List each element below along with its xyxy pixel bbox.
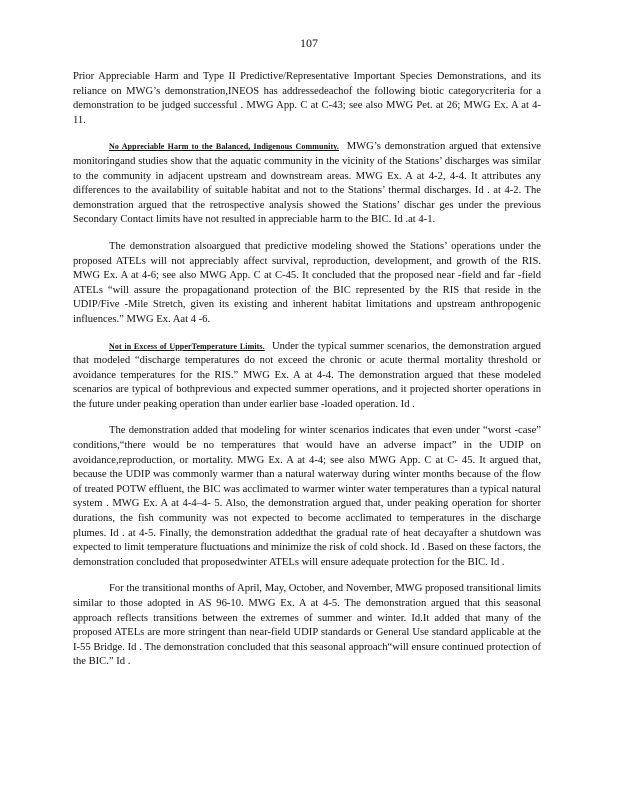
paragraph-3 <box>73 240 541 328</box>
section-heading: No Appreciable Harm to the Balanced, Indigenous Community. <box>109 142 339 152</box>
paragraph-text: For the transitional months of April, May, October, and November, MWG proposed transitional limits similar to those adopted in AS 96-10. MWG Ex. A at 4-5. The demonstration argued that this seasonal approach reflects transitions between the extremes of summer and winter. Id.It added that many of the proposed ATELs are more stringent than near-field UDIP standards or General Use standard applicable at the I-55 Bridge. Id . The demonstration concluded that this seasonal approach“will ensure continued protection of the BIC.” Id . <box>73 583 541 668</box>
paragraph-6 <box>73 582 541 670</box>
paragraph-text: Prior Appreciable Harm and Type II Predictive/Representative Important Species Demonstrations, and its reliance on MWG’s demonstration,INEOS has addressedeachof the following biotic categorycriteria for a demonstration to be judged successful . MWG App. C at C-43; see also MWG Pet. at 26; MWG Ex. A at 4- 11. <box>73 71 541 126</box>
paragraph-text: Under the typical summer scenarios, the demonstration argued that modeled “discharge temperatures do not exceed the chronic or acute thermal mortality threshold or avoidance temperatures for the RIS.” MWG Ex. A at 4-4. The demonstration argued that these modeled scenarios are typical of bothprevious and expected summer operations, and it projected shorter operations in the future under peaking operation than under earlier base -loaded operation. Id . <box>73 340 541 410</box>
paragraph-text: The demonstration alsoargued that predictive modeling showed the Stations’ operations under the proposed ATELs will not appreciably affect survival, reproduction, development, and growth of the RIS. MWG Ex. A at 4-6; see also MWG App. C at C-45. It concluded that the proposed near -field and far -field ATELs “will assure the propagationand protection of the BIC represented by the RIS that reside in the UDIP/Five -Mile Stretch, given its existing and inherent habitat limitations and upstream anthropogenic influences.” MWG Ex. Aat 4 -6. <box>73 240 541 325</box>
paragraph-text: The demonstration added that modeling for winter scenarios indicates that even under “worst -case” conditions,“there would be no temperatures that would have an adverse impact” in the UDIP on avoidance,reproduction, or mortality. MWG Ex. A at 4-4; see also MWG App. C at C- 45. It argued that, because the UDIP was commonly warmer than a natural waterway during winter months because of the flow of treated POTW effluent, the BIC was acclimated to warmer winter water temperatures than a typical natural system . MWG Ex. A at 4-4–4- 5. Also, the demonstration argued that, under peaking operation for shorter durations, the fish community was not expected to become acclimated to temperatures in the discharge plumes. Id . at 4-5. Finally, the demonstration addedthat the gradual rate of heat decayafter a shutdown was expected to limit temperature fluctuations and minimize the risk of cold shock. Id . Based on these factors, the demonstration concluded that proposedwinter ATELs will ensure adequate protection for the BIC. Id . <box>73 425 541 568</box>
paragraph-5 <box>73 424 541 570</box>
page-number: 107 <box>300 36 318 50</box>
paragraph-2 <box>73 140 541 228</box>
section-heading: Not in Excess of UpperTemperature Limits. <box>109 341 265 351</box>
paragraph-1 <box>73 70 541 128</box>
body-text <box>73 70 541 682</box>
paragraph-text: MWG’s demonstration argued that extensive monitoringand studies show that the aquatic community in the vicinity of the Stations’ discharges was similar to the community in adjacent upstream and downstream areas. MWG Ex. A at 4-2, 4-4. It attributes any differences to the availability of suitable habitat and not to the Stations’ thermal discharges. Id . at 4-2. The demonstration argued that the retrospective analysis showed the Stations’ dischar ges under the previous Secondary Contact limits have not resulted in appreciable harm to the BIC. Id .at 4-1. <box>73 141 541 226</box>
paragraph-4 <box>73 340 541 413</box>
